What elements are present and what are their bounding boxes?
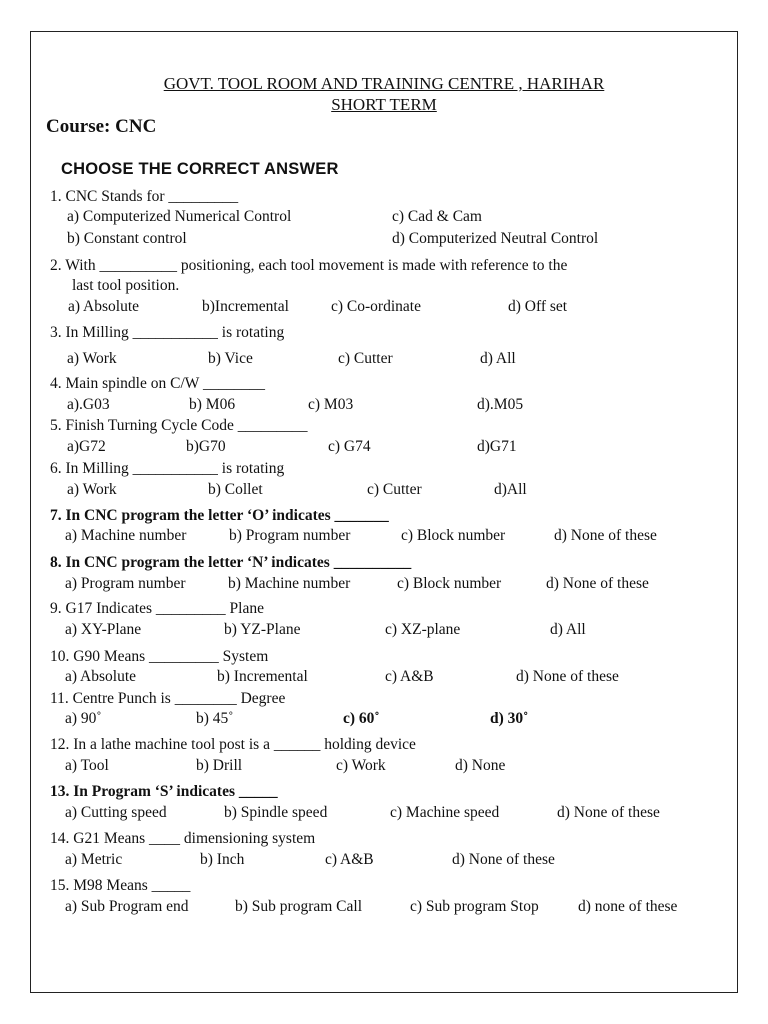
section-title: CHOOSE THE CORRECT ANSWER <box>61 160 339 178</box>
q2-option-d: d) Off set <box>508 298 568 315</box>
q10-option-b: b) Incremental <box>217 668 308 685</box>
q15-option-b: b) Sub program Call <box>235 898 362 915</box>
q7-option-a: a) Machine number <box>65 527 187 544</box>
q9-option-d: d) All <box>550 621 586 638</box>
q12-option-d: d) None <box>455 757 506 774</box>
q8-option-c: c) Block number <box>397 575 502 592</box>
q14-option-b: b) Inch <box>200 851 245 868</box>
q1-option-d: d) Computerized Neutral Control <box>392 230 599 247</box>
question-7: 7. In CNC program the letter ‘O’ indicates _______ <box>50 507 389 524</box>
q5-option-a: a)G72 <box>67 438 106 455</box>
q3-option-b: b) Vice <box>208 350 253 367</box>
q14-option-d: d) None of these <box>452 851 555 868</box>
question-3: 3. In Milling ___________ is rotating <box>50 324 285 341</box>
q10-option-c: c) A&B <box>385 668 434 685</box>
q4-option-b: b) M06 <box>189 396 236 413</box>
q9-option-c: c) XZ-plane <box>385 621 461 638</box>
question-9: 9. G17 Indicates _________ Plane <box>50 600 264 617</box>
q1-option-a: a) Computerized Numerical Control <box>67 208 292 225</box>
q1-option-c: c) Cad & Cam <box>392 208 482 225</box>
question-2: 2. With __________ positioning, each tool movement is made with reference to the <box>50 257 568 274</box>
course-title: Course: CNC <box>46 116 157 137</box>
q3-option-c: c) Cutter <box>338 350 393 367</box>
q11-option-b: b) 45˚ <box>196 710 234 727</box>
q12-option-c: c) Work <box>336 757 386 774</box>
question-2-cont: last tool position. <box>72 277 180 294</box>
q8-option-a: a) Program number <box>65 575 186 592</box>
q4-option-d: d).M05 <box>477 396 524 413</box>
q7-option-d: d) None of these <box>554 527 657 544</box>
q5-option-d: d)G71 <box>477 438 517 455</box>
q13-option-c: c) Machine speed <box>390 804 500 821</box>
q13-option-d: d) None of these <box>557 804 660 821</box>
question-10: 10. G90 Means _________ System <box>50 648 269 665</box>
q2-option-c: c) Co-ordinate <box>331 298 421 315</box>
q4-option-a: a).G03 <box>67 396 110 413</box>
header-title: GOVT. TOOL ROOM AND TRAINING CENTRE , HARIHAR <box>163 74 605 93</box>
question-13: 13. In Program ‘S’ indicates _____ <box>50 783 278 800</box>
question-5: 5. Finish Turning Cycle Code _________ <box>50 417 308 434</box>
q11-option-d: d) 30˚ <box>490 710 529 727</box>
q3-option-a: a) Work <box>67 350 117 367</box>
q12-option-a: a) Tool <box>65 757 109 774</box>
q11-option-c: c) 60˚ <box>343 710 380 727</box>
q5-option-b: b)G70 <box>186 438 226 455</box>
q8-option-b: b) Machine number <box>228 575 351 592</box>
question-14: 14. G21 Means ____ dimensioning system <box>50 830 316 847</box>
q9-option-a: a) XY-Plane <box>65 621 142 638</box>
q14-option-a: a) Metric <box>65 851 123 868</box>
q11-option-a: a) 90˚ <box>65 710 102 727</box>
q5-option-c: c) G74 <box>328 438 371 455</box>
q6-option-c: c) Cutter <box>367 481 422 498</box>
question-4: 4. Main spindle on C/W ________ <box>50 375 265 392</box>
q7-option-b: b) Program number <box>229 527 351 544</box>
q9-option-b: b) YZ-Plane <box>224 621 301 638</box>
q15-option-c: c) Sub program Stop <box>410 898 539 915</box>
q7-option-c: c) Block number <box>401 527 506 544</box>
question-6: 6. In Milling ___________ is rotating <box>50 460 285 477</box>
q14-option-c: c) A&B <box>325 851 374 868</box>
question-12: 12. In a lathe machine tool post is a ______ holding device <box>50 736 416 753</box>
question-8: 8. In CNC program the letter ‘N’ indicates __________ <box>50 554 412 571</box>
q3-option-d: d) All <box>480 350 516 367</box>
q13-option-b: b) Spindle speed <box>224 804 328 821</box>
q6-option-d: d)All <box>494 481 527 498</box>
q10-option-a: a) Absolute <box>65 668 137 685</box>
q2-option-b: b)Incremental <box>202 298 289 315</box>
question-15: 15. M98 Means _____ <box>50 877 191 894</box>
q4-option-c: c) M03 <box>308 396 354 413</box>
q1-option-b: b) Constant control <box>67 230 187 247</box>
q6-option-a: a) Work <box>67 481 117 498</box>
q15-option-d: d) none of these <box>578 898 678 915</box>
q6-option-b: b) Collet <box>208 481 263 498</box>
question-11: 11. Centre Punch is ________ Degree <box>50 690 286 707</box>
q10-option-d: d) None of these <box>516 668 619 685</box>
q15-option-a: a) Sub Program end <box>65 898 189 915</box>
header-subtitle: SHORT TERM <box>331 95 437 114</box>
q8-option-d: d) None of these <box>546 575 649 592</box>
q13-option-a: a) Cutting speed <box>65 804 167 821</box>
q2-option-a: a) Absolute <box>68 298 140 315</box>
q12-option-b: b) Drill <box>196 757 243 774</box>
question-1: 1. CNC Stands for _________ <box>50 188 239 205</box>
